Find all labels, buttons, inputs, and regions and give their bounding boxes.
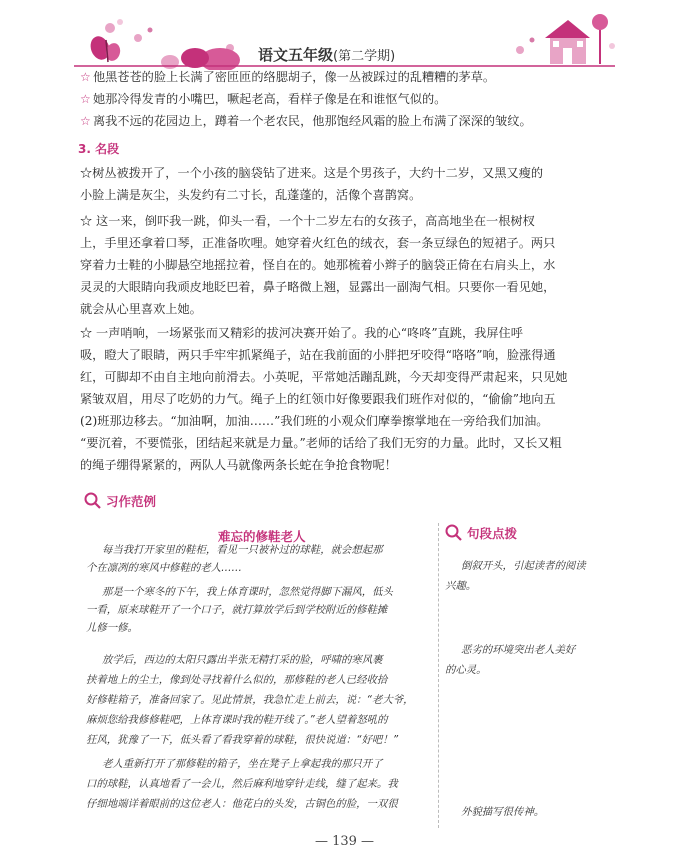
example-tag xyxy=(84,492,156,510)
side-note-line: 兴趣。 xyxy=(445,580,477,592)
intro-item xyxy=(80,66,495,88)
paragraph-line: 穿着力士鞋的小脚悬空地摇拉着，怪自在的。她那梳着小辫子的脑袋正倚在右肩头上，水 xyxy=(80,258,556,272)
paragraph-line: 小脸上满是灰尘，头发约有二寸长，乱蓬蓬的，活像个喜鹊窝。 xyxy=(80,188,422,202)
paragraph-line: 红，可脚却不由自主地向前滑去。小英呢，平常她活蹦乱跳，今天却变得严肃起来，只见她 xyxy=(80,370,568,384)
side-tag xyxy=(445,524,517,542)
star-icon: ☆ xyxy=(80,92,91,106)
intro-item xyxy=(80,110,532,132)
side-note-line: 外貌描写很传神。 xyxy=(461,806,545,818)
paragraph-line: 吸，瞪大了眼睛，两只手牢牢抓紧绳子，站在我前面的小胖把牙咬得“咯咯”响，脸涨得通 xyxy=(80,348,556,362)
example-tag-label: 习作范例 xyxy=(106,494,157,509)
essay-line: 儿修一修。 xyxy=(86,622,138,634)
side-tag-label: 句段点拨 xyxy=(467,526,518,541)
butterfly-icon xyxy=(87,34,122,63)
essay-title: 难忘的修鞋老人 xyxy=(218,529,306,544)
side-note xyxy=(445,802,605,822)
magnifier-icon xyxy=(84,492,102,510)
essay-line: 每当我打开家里的鞋柜，看见一只被补过的球鞋，就会想起那 xyxy=(102,544,383,556)
paragraph-line: ☆ 这一来，倒吓我一跳，仰头一看，一个十二岁左右的女孩子，高高地坐在一根树杈 xyxy=(80,214,535,228)
intro-item-text: 离我不远的花园边上，蹲着一个老农民，他那饱经风霜的脸上布满了深深的皱纹。 xyxy=(92,114,532,128)
star-icon: ☆ xyxy=(80,70,91,84)
paragraph-line: “要沉着，不要慌张，团结起来就是力量。”老师的话给了我们无穷的力量。此时，又长又粗 xyxy=(80,436,562,450)
paragraph-line: ☆树丛被拨开了，一个小孩的脑袋钻了进来。这是个男孩子，大约十二岁，又黑又瘦的 xyxy=(80,166,544,180)
essay-line: 口的球鞋，认真地看了一会儿，然后麻利地穿针走线，缝了起来。我 xyxy=(86,778,398,790)
side-note xyxy=(445,556,605,596)
paragraph-line: 就会从心里喜欢上她。 xyxy=(80,302,202,316)
paragraph-line: 灵灵的大眼睛向我顽皮地眨巴着，鼻子略微上翘，显露出一副淘气相。只要你一看见她， xyxy=(80,280,556,294)
essay-line: 个在凛冽的寒风中修鞋的老人…… xyxy=(86,562,242,574)
essay-line: 狂风，犹豫了一下，低头看了看我穿着的球鞋，很快说道：“好吧！” xyxy=(86,734,399,746)
essay-line: 一看，原来球鞋开了一个口子，就打算放学后到学校附近的修鞋摊 xyxy=(86,604,388,616)
essay-line: 放学后，西边的太阳只露出半张无精打采的脸，呼啸的寒风裹 xyxy=(102,654,383,666)
essay-line: 仔细地端详着眼前的这位老人：他花白的头发，古铜色的脸，一双很 xyxy=(86,798,398,810)
essay-line: 那是一个寒冬的下午，我上体育课时，忽然觉得脚下漏风，低头 xyxy=(102,586,393,598)
paragraph-line: (2)班那边移去。“加油啊，加油……”我们班的小观众们摩拳擦掌地在一旁给我们加油。 xyxy=(80,414,549,428)
magnifier-icon xyxy=(445,524,463,542)
house-icon xyxy=(516,14,615,64)
book-title xyxy=(258,44,395,65)
essay-line: 好修鞋箱子，准备回家了。见此情景，我急忙走上前去，说：“老大爷， xyxy=(86,694,414,706)
essay-line: 挟着地上的尘土，像到处寻找着什么似的，那修鞋的老人已经收拾 xyxy=(86,674,388,686)
paragraph-line: 上，手里还拿着口琴，正准备吹哩。她穿着火红色的绒衣，套一条豆绿色的短裙子。两只 xyxy=(80,236,556,250)
intro-item-text: 她那冷得发青的小嘴巴，噘起老高，看样子像是在和谁怄气似的。 xyxy=(92,92,447,106)
page-number: — 139 — xyxy=(314,834,375,849)
book-subtitle: (第二学期) xyxy=(333,49,396,64)
essay-line: 老人重新打开了那修鞋的箱子，坐在凳子上拿起我的那只开了 xyxy=(102,758,383,770)
side-note xyxy=(445,640,605,680)
paragraph-line: 紧皱双眉，用尽了吃奶的力气。绳子上的红领巾好像要跟我们班作对似的，“偷偷”地向五 xyxy=(80,392,556,406)
intro-item xyxy=(80,88,446,110)
flower-icon xyxy=(105,19,234,52)
section-heading: 3. 名段 xyxy=(78,142,120,156)
star-icon: ☆ xyxy=(80,114,91,128)
side-note-line: 的心灵。 xyxy=(445,664,487,676)
side-note-line: 恶劣的环境突出老人美好 xyxy=(461,644,576,656)
side-note-line: 倒叙开头，引起读者的阅读 xyxy=(461,560,586,572)
book-title-text: 语文五年级 xyxy=(258,46,334,64)
page-header xyxy=(0,0,689,70)
essay-line: 麻烦您给我修修鞋吧，上体育课时我的鞋开线了。”老人望着怒吼的 xyxy=(86,714,388,726)
intro-item-text: 他黑苍苍的脸上长满了密匝匝的络腮胡子，像一丛被踩过的乱糟糟的茅草。 xyxy=(92,70,496,84)
column-divider xyxy=(438,523,439,828)
paragraph-line: ☆ 一声哨响，一场紧张而又精彩的拔河决赛开始了。我的心“咚咚”直跳，我屏住呼 xyxy=(80,326,523,340)
paragraph-line: 的绳子绷得紧紧的，两队人马就像两条长蛇在争抢食物呢！ xyxy=(80,458,397,472)
